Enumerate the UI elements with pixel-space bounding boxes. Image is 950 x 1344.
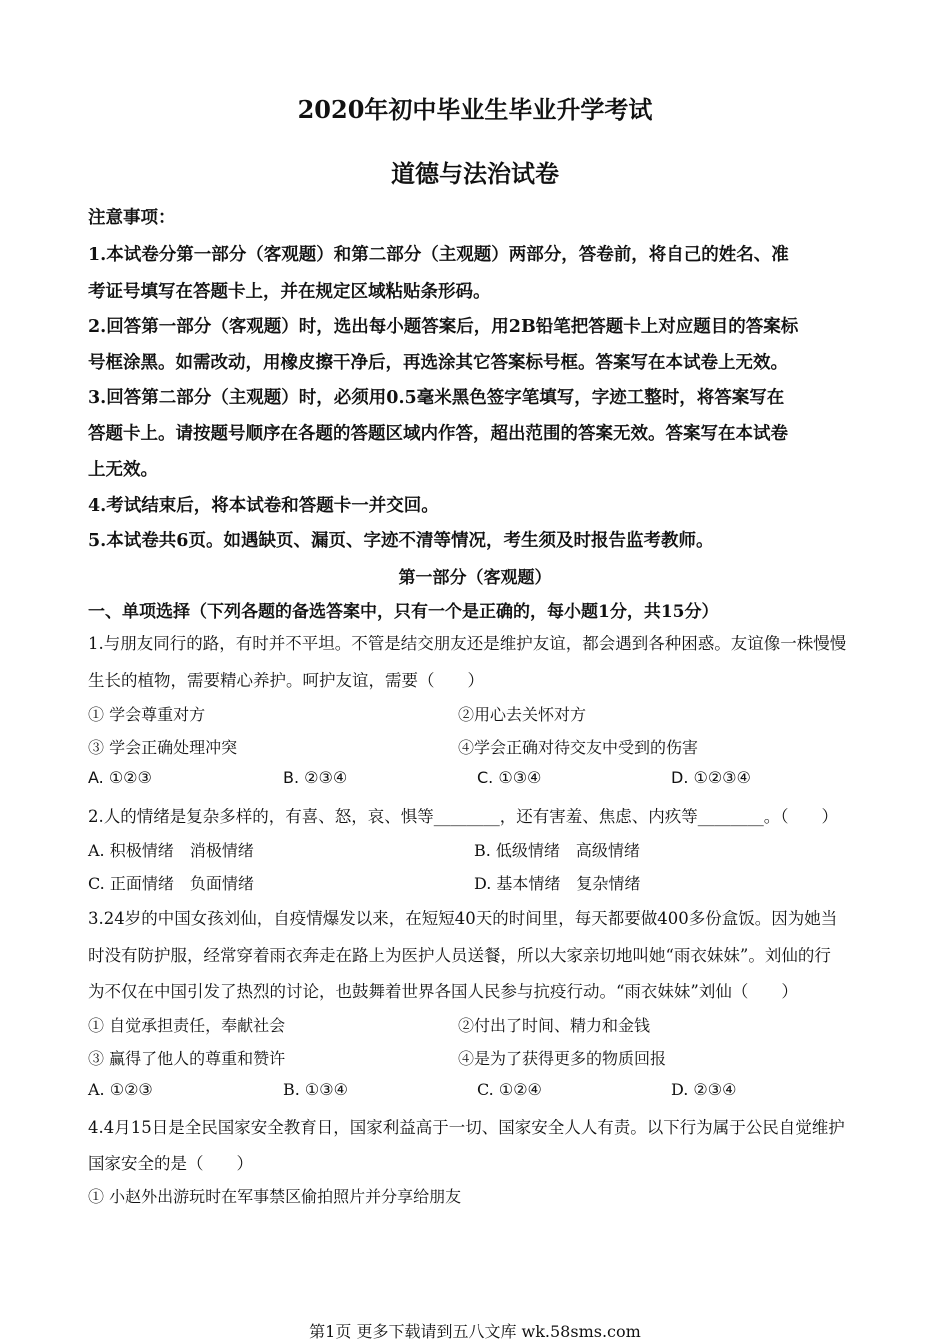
question-1-choice-b: B. ②③④ [283, 768, 348, 787]
question-1-item: ②用心去关怀对方 [458, 705, 587, 724]
notes-line: 2.回答第一部分（客观题）时，选出每小题答案后，用2B铅笔把答题卡上对应题目的答案标 [88, 317, 799, 337]
question-3-item: ③ 赢得了他人的尊重和赞许 [88, 1049, 286, 1068]
question-3-item: ②付出了时间、精力和金钱 [458, 1016, 651, 1035]
notes-line: 5.本试卷共6页。如遇缺页、漏页、字迹不清等情况，考生须及时报告监考教师。 [88, 531, 714, 551]
notes-heading: 注意事项： [88, 208, 176, 228]
question-1-choice-a: A. ①②③ [88, 768, 152, 787]
question-1-item: ③ 学会正确处理冲突 [88, 738, 238, 757]
question-1-choice-c: C. ①③④ [477, 768, 542, 787]
exam-title: 2020年初中毕业生毕业升学考试 [297, 95, 653, 124]
section-heading: 一、单项选择（下列各题的备选答案中，只有一个是正确的，每小题1分，共15分） [88, 602, 719, 622]
question-1-item: ④学会正确对待交友中受到的伤害 [458, 738, 699, 757]
notes-line: 答题卡上。请按题号顺序在各题的答题区域内作答，超出范围的答案无效。答案写在本试卷 [88, 424, 788, 444]
question-3-line: 3.24岁的中国女孩刘仙，自疫情爆发以来，在短短40天的时间里，每天都要做400多份盒饭。因为她当 [88, 909, 838, 928]
notes-line: 上无效。 [88, 460, 158, 480]
question-2-choice-c: C. 正面情绪 负面情绪 [88, 874, 254, 893]
notes-line: 4.考试结束后，将本试卷和答题卡一并交回。 [88, 496, 439, 516]
question-2-choice-d: D. 基本情绪 复杂情绪 [474, 874, 641, 893]
question-2-choice-b: B. 低级情绪 高级情绪 [474, 841, 640, 860]
question-3-choice-c: C. ①②④ [477, 1080, 542, 1099]
question-1-choice-d: D. ①②③④ [671, 768, 751, 787]
question-3-choice-a: A. ①②③ [88, 1080, 153, 1099]
question-4-item: ① 小赵外出游玩时在军事禁区偷拍照片并分享给朋友 [88, 1187, 462, 1206]
notes-line: 3.回答第二部分（主观题）时，必须用0.5毫米黑色签字笔填写，字迹工整时，将答案写在 [88, 388, 785, 408]
question-4-line: 4.4月15日是全民国家安全教育日，国家利益高于一切、国家安全人人有责。以下行为属于公民自觉维护 [88, 1118, 845, 1137]
question-4-line: 国家安全的是（ ） [88, 1154, 253, 1173]
question-1-line: 1.与朋友同行的路，有时并不平坦。不管是结交朋友还是维护友谊，都会遇到各种困惑。友谊像一株慢慢 [88, 634, 847, 653]
notes-line: 号框涂黑。如需改动，用橡皮擦干净后，再选涂其它答案标号框。答案写在本试卷上无效。 [88, 353, 788, 373]
question-1-line: 生长的植物，需要精心养护。呵护友谊，需要（ ） [88, 671, 484, 690]
question-2-choice-a: A. 积极情绪 消极情绪 [88, 841, 254, 860]
question-3-item: ④是为了获得更多的物质回报 [458, 1049, 667, 1068]
part-heading: 第一部分（客观题） [398, 568, 552, 588]
notes-line: 考证号填写在答题卡上，并在规定区域粘贴条形码。 [88, 282, 491, 302]
page-footer: 第1页 更多下载请到五八文库 wk.58sms.com [309, 1322, 641, 1341]
question-3-choice-b: B. ①③④ [283, 1080, 348, 1099]
question-3-choice-d: D. ②③④ [671, 1080, 737, 1099]
exam-subtitle: 道德与法治试卷 [391, 159, 559, 188]
question-3-line: 为不仅在中国引发了热烈的讨论，也鼓舞着世界各国人民参与抗疫行动。“雨衣妹妹”刘仙（ ） [88, 982, 798, 1001]
question-2-line: 2.人的情绪是复杂多样的，有喜、怒，哀、惧等________，还有害羞、焦虑、内疚等________。（ ） [88, 807, 838, 826]
question-1-item: ① 学会尊重对方 [88, 705, 206, 724]
notes-line: 1.本试卷分第一部分（客观题）和第二部分（主观题）两部分，答卷前，将自己的姓名、准 [88, 245, 789, 265]
question-3-item: ① 自觉承担责任，奉献社会 [88, 1016, 286, 1035]
question-3-line: 时没有防护服，经常穿着雨衣奔走在路上为医护人员送餐，所以大家亲切地叫她“雨衣妹妹”。刘仙的行 [88, 946, 831, 965]
